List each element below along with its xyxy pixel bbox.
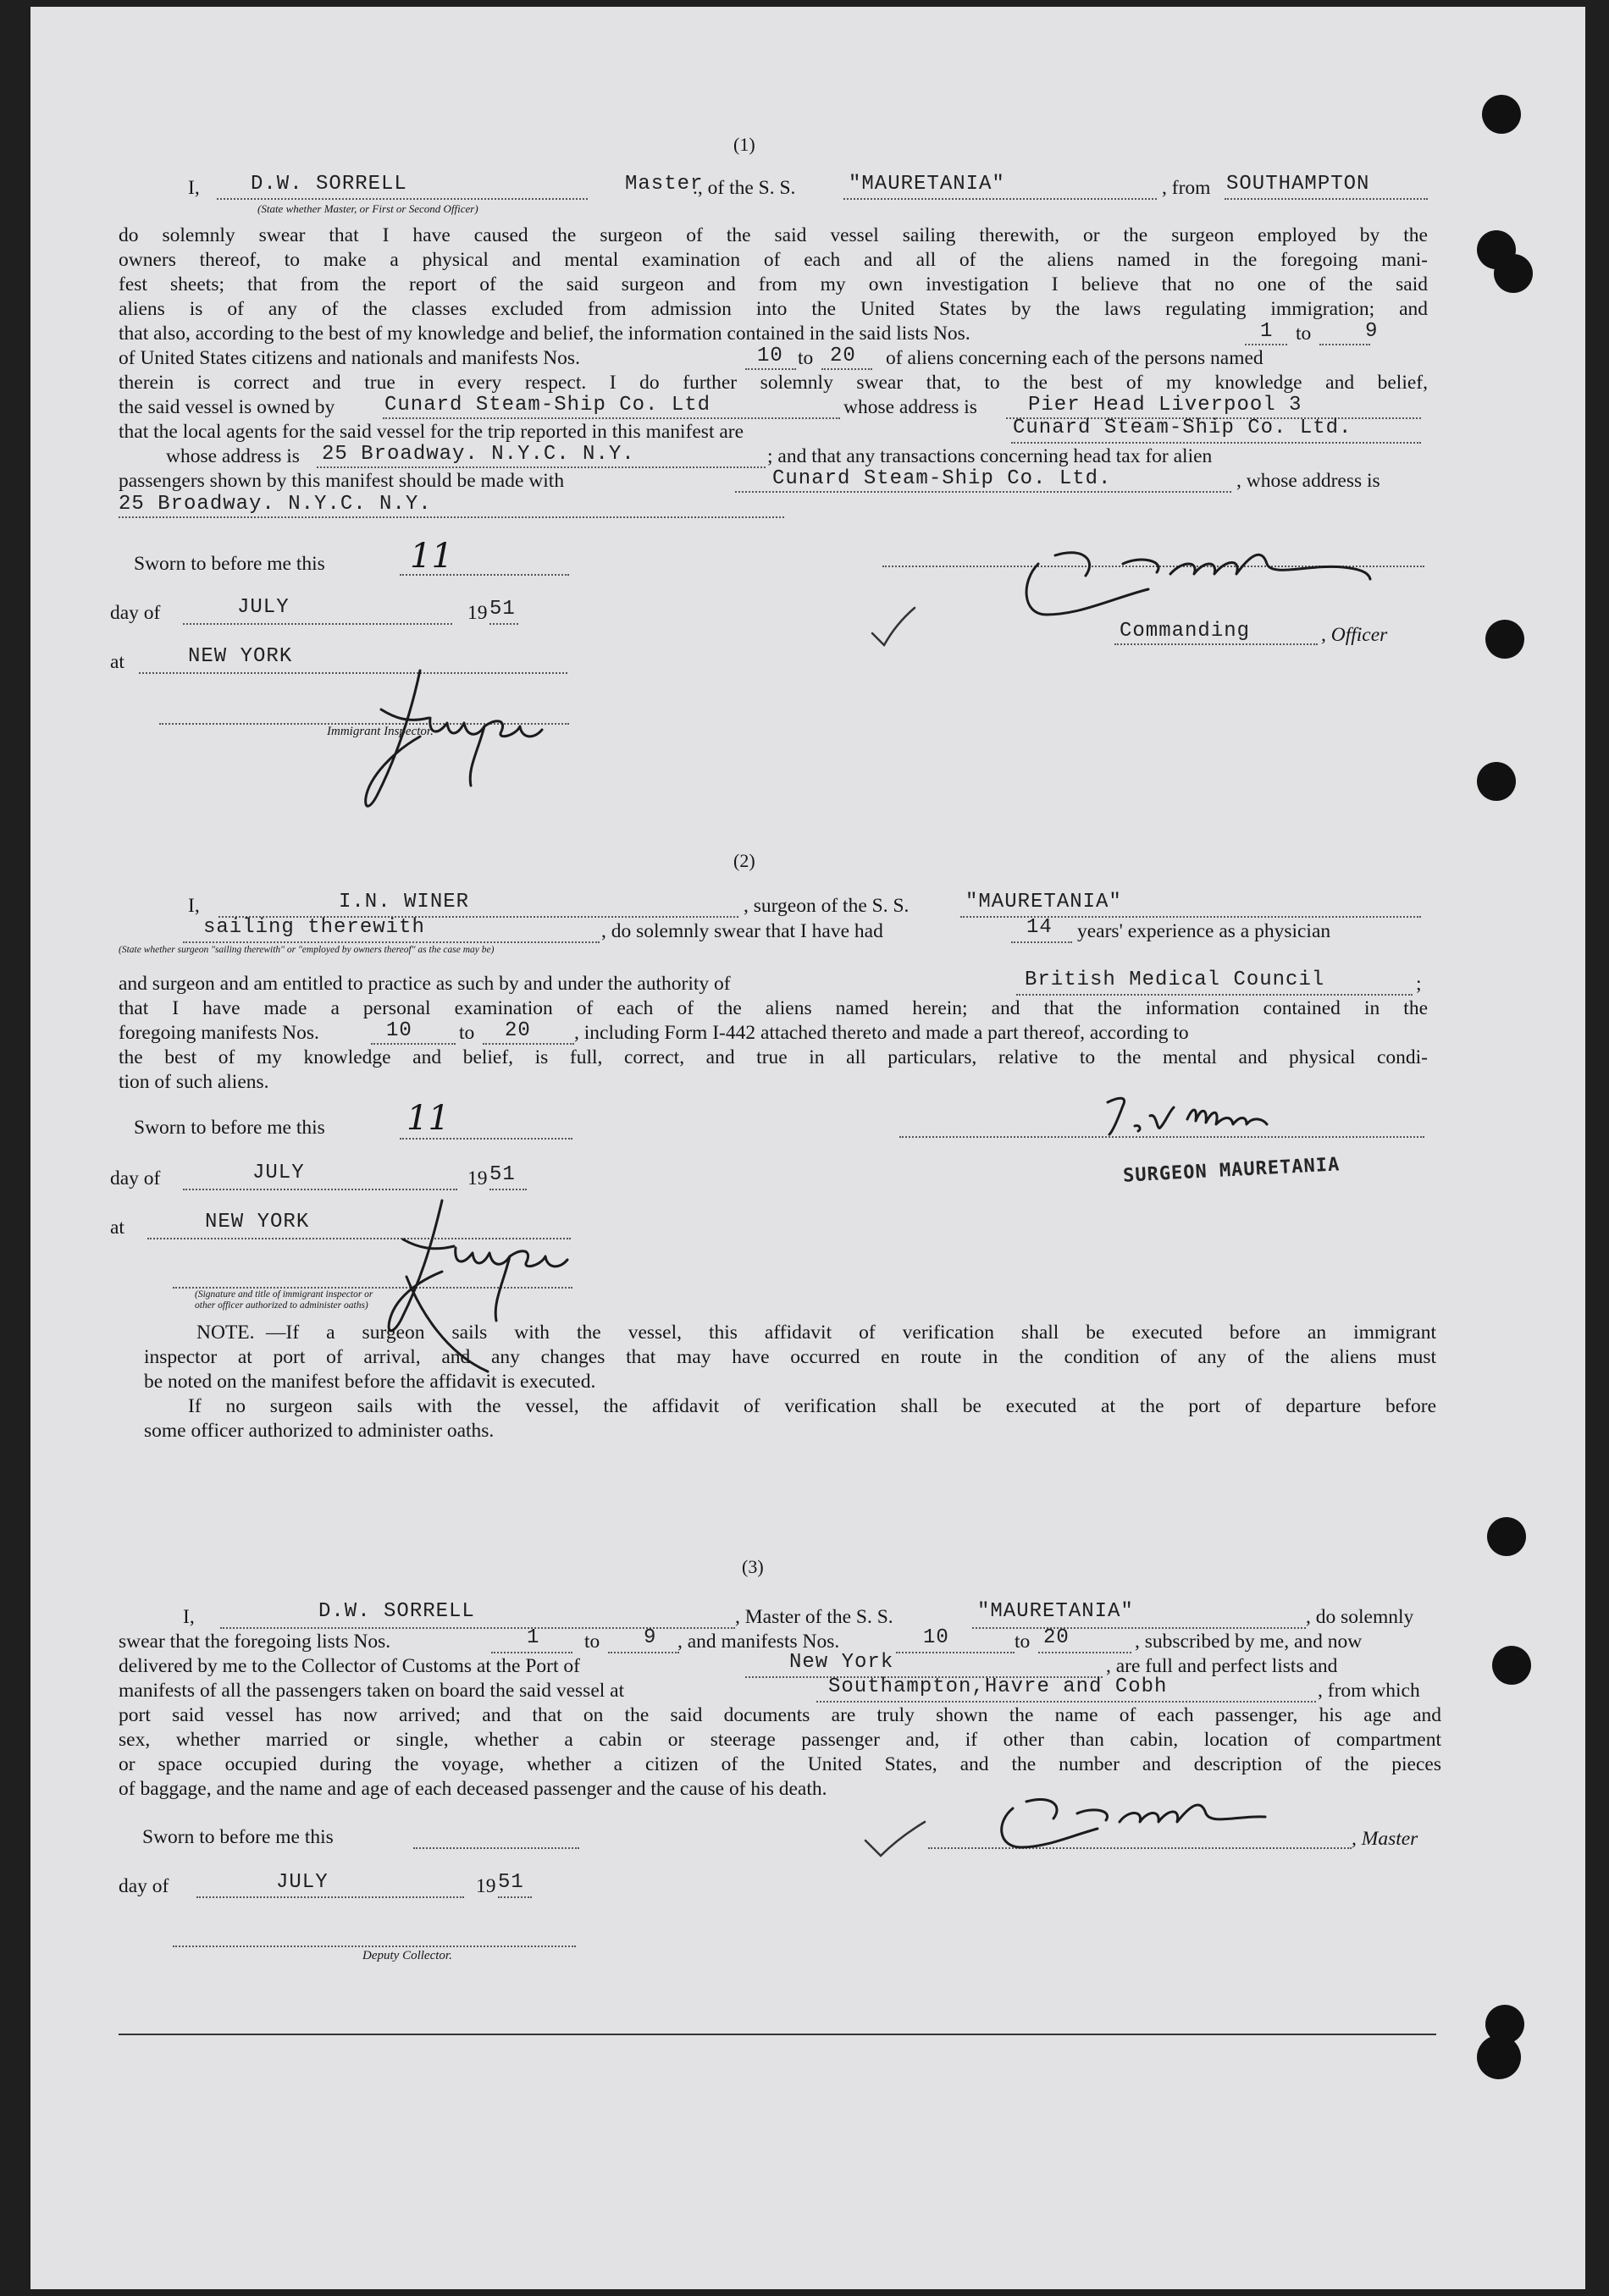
- punch-hole: [1477, 762, 1516, 801]
- affidavit-text: do solemnly swear that I have caused the surgeon of the said vessel sailing therewith, or the surgeon employed by the: [119, 224, 1428, 246]
- punch-hole: [1494, 254, 1533, 293]
- section-3-heading: (3): [742, 1556, 764, 1577]
- ship-name-field: "MAURETANIA": [977, 1600, 1134, 1623]
- affidavit-text: , are full and perfect lists and: [1106, 1655, 1338, 1677]
- punch-hole: [1487, 1517, 1526, 1556]
- affidavit-text: port said vessel has now arrived; and that on the said documents are truly shown the name of each passenger, his age and: [119, 1704, 1441, 1726]
- affidavit-text: , from which: [1318, 1680, 1420, 1702]
- commanding-field: Commanding: [1120, 620, 1251, 643]
- lists-from-field: 1: [1260, 320, 1274, 343]
- at-label: at: [110, 651, 124, 673]
- surgeon-of-label: , surgeon of the S. S.: [744, 895, 910, 917]
- affidavit-text: manifests of all the passengers taken on board the said vessel at: [119, 1680, 625, 1702]
- note-text: be noted on the manifest before the affidavit is executed.: [144, 1371, 596, 1393]
- authority-field: British Medical Council: [1025, 969, 1325, 991]
- inspector-caption: Immigrant Inspector.: [327, 725, 434, 738]
- master-signature: [979, 1788, 1335, 1864]
- affidavit-text: , subscribed by me, and now: [1135, 1631, 1363, 1653]
- note-text: —If a surgeon sails with the vessel, this affidavit of verification shall be executed before an immigrant: [266, 1322, 1436, 1344]
- manifests-to-field: 20: [830, 345, 856, 367]
- at-label: at: [110, 1217, 124, 1239]
- affidavit-text: , whose address is: [1236, 470, 1380, 492]
- of-ship-label: ., of the S. S.: [693, 177, 796, 199]
- signature-caption: other officer authorized to administer oaths): [195, 1300, 368, 1311]
- sworn-label: Sworn to before me this: [134, 1117, 325, 1139]
- bottom-rule: [119, 2034, 1436, 2035]
- affidavit-text: delivered by me to the Collector of Customs at the Port of: [119, 1655, 580, 1677]
- affidavit-text: , do solemnly swear that I have had: [601, 920, 883, 942]
- agents-address-field: 25 Broadway. N.Y.C. N.Y.: [322, 443, 635, 466]
- ship-name-field: "MAURETANIA": [965, 891, 1122, 913]
- affidavit-text: of aliens concerning each of the persons named: [886, 347, 1263, 369]
- affidavit-text: that also, according to the best of my knowledge and belief, the information contained in the said lists Nos.: [119, 323, 970, 345]
- inspector-signature: [293, 659, 581, 820]
- sworn-day-field: 11: [410, 537, 453, 576]
- manifests-to-field: 20: [505, 1019, 531, 1042]
- year-prefix: 19: [476, 1875, 496, 1897]
- year-prefix: 19: [467, 602, 488, 624]
- affidavit-text: that I have made a personal examination of each of the aliens named herein; and that the information contained in the: [119, 997, 1428, 1019]
- master-of-label: , Master of the S. S.: [735, 1606, 893, 1628]
- head-tax-address-field: 25 Broadway. N.Y.C. N.Y.: [119, 493, 432, 516]
- manifests-from-field: 10: [757, 345, 783, 367]
- punch-hole: [1482, 95, 1521, 134]
- officer-rank-field: Master: [625, 173, 704, 196]
- check-mark: [860, 1810, 928, 1861]
- to-word: to: [1015, 1631, 1031, 1653]
- year-prefix: 19: [467, 1167, 488, 1189]
- year-field: 51: [489, 1163, 516, 1186]
- affidavit-text: of United States citizens and nationals and manifests Nos.: [119, 347, 580, 369]
- document-page: [30, 7, 1585, 2289]
- year-field: 51: [489, 598, 516, 621]
- punch-hole: [1477, 2035, 1521, 2079]
- affidavit-text: foregoing manifests Nos.: [119, 1022, 319, 1044]
- day-of-label: day of: [110, 1167, 161, 1189]
- owner-field: Cunard Steam-Ship Co. Ltd: [384, 394, 711, 417]
- punch-hole: [1485, 620, 1524, 659]
- surgeon-signature: [1098, 1082, 1335, 1141]
- surgeon-name-field: I.N. WINER: [339, 891, 470, 913]
- note-text: If no surgeon sails with the vessel, the affidavit of verification shall be executed at the port of departure before: [188, 1395, 1436, 1417]
- surgeon-stamp: SURGEON MAURETANIA: [1122, 1154, 1341, 1187]
- years-experience-field: 14: [1026, 916, 1053, 939]
- to-word: to: [459, 1022, 475, 1044]
- master-signature: [987, 530, 1411, 632]
- affidavit-text: passengers shown by this manifest should be made with: [119, 470, 565, 492]
- affidavit-text: swear that the foregoing lists Nos.: [119, 1631, 391, 1653]
- affidavit-text: owners thereof, to make a physical and mental examination of each and all of the aliens named in the foregoing mani-: [119, 249, 1428, 271]
- month-field: JULY: [276, 1871, 329, 1894]
- day-of-label: day of: [110, 602, 161, 624]
- month-field: JULY: [252, 1162, 305, 1184]
- to-word: to: [584, 1631, 600, 1653]
- master-name-field: D.W. SORRELL: [318, 1600, 475, 1623]
- note-text: some officer authorized to administer oaths.: [144, 1420, 495, 1442]
- lists-to-field: 9: [1365, 320, 1379, 343]
- affidavit-text: the said vessel is owned by: [119, 396, 335, 418]
- affidavit-text: aliens is of any of the classes excluded from admission into the United States by the laws regulating immigration; and: [119, 298, 1428, 320]
- sailing-note: (State whether surgeon "sailing therewith" or "employed by owners thereof" as the case may be): [119, 945, 495, 955]
- check-mark: [867, 599, 918, 650]
- affidavit-text: the best of my knowledge and belief, is full, correct, and true in all particulars, relative to the mental and physical condi-: [119, 1046, 1428, 1068]
- to-word: to: [1296, 323, 1312, 345]
- affidavit-text: therein is correct and true in every respect. I do further solemnly swear that, to the best of my knowledge and belief,: [119, 372, 1428, 394]
- affidavit-text: or space occupied during the voyage, whether a citizen of the United States, and the number and description of the pieces: [119, 1753, 1441, 1775]
- arrival-port-field: New York: [789, 1651, 894, 1674]
- note-text: inspector at port of arrival, and any changes that may have occurred en route in the condition of any of the aliens must: [144, 1346, 1436, 1368]
- signature-caption: (Signature and title of immigrant inspector or: [195, 1289, 373, 1300]
- pre-name: I,: [183, 1606, 195, 1628]
- punch-hole: [1492, 1646, 1531, 1685]
- agents-field: Cunard Steam-Ship Co. Ltd.: [1013, 417, 1352, 439]
- year-field: 51: [498, 1871, 524, 1894]
- affidavit-text: fest sheets; that from the report of the said surgeon and from my own investigation I believe that no one of the said: [119, 273, 1428, 295]
- master-label: , Master: [1352, 1828, 1418, 1850]
- affidavit-text: sex, whether married or single, whether a cabin or steerage passenger and, if other than cabin, location of compartment: [119, 1729, 1441, 1751]
- section-2-heading: (2): [733, 850, 755, 871]
- pre-name: I,: [188, 895, 200, 917]
- affidavit-text: tion of such aliens.: [119, 1071, 269, 1093]
- semicolon: ;: [1416, 973, 1422, 995]
- place-field: NEW YORK: [205, 1211, 310, 1234]
- manifests-to-field: 20: [1043, 1626, 1070, 1649]
- manifests-from-field: 10: [923, 1626, 949, 1649]
- affidavit-text: ; and that any transactions concerning head tax for alien: [767, 445, 1213, 467]
- sailing-status-field: sailing therewith: [203, 916, 425, 939]
- departure-port-field: SOUTHAMPTON: [1226, 173, 1370, 196]
- to-word: to: [798, 347, 814, 369]
- sworn-label: Sworn to before me this: [134, 553, 325, 575]
- lists-from-field: 1: [527, 1626, 540, 1649]
- affidavit-text: years' experience as a physician: [1077, 920, 1331, 942]
- month-field: JULY: [237, 596, 290, 619]
- section-1-heading: (1): [733, 134, 755, 155]
- pre-name: I,: [188, 177, 200, 199]
- affidavit-text: , do solemnly: [1306, 1606, 1414, 1628]
- day-of-label: day of: [119, 1875, 169, 1897]
- from-label: , from: [1162, 177, 1211, 199]
- head-tax-party-field: Cunard Steam-Ship Co. Ltd.: [772, 467, 1112, 490]
- affidavit-text: , including Form I-442 attached thereto and made a part thereof, according to: [574, 1022, 1189, 1044]
- affidavit-text: that the local agents for the said vessel for the trip reported in this manifest are: [119, 421, 744, 443]
- lists-to-field: 9: [644, 1626, 657, 1649]
- affidavit-text: of baggage, and the name and age of each deceased passenger and the cause of his death.: [119, 1778, 827, 1800]
- manifests-from-field: 10: [386, 1019, 412, 1042]
- affidavit-text: whose address is: [166, 445, 300, 467]
- role-note: (State whether Master, or First or Second Officer): [257, 202, 478, 215]
- affidavit-text: whose address is: [843, 396, 977, 418]
- affidavit-text: and surgeon and am entitled to practice as such by and under the authority of: [119, 973, 731, 995]
- ship-name-field: "MAURETANIA": [849, 173, 1005, 196]
- affidavit-text: , and manifests Nos.: [677, 1631, 840, 1653]
- collector-caption: Deputy Collector.: [362, 1949, 452, 1962]
- boarding-ports-field: Southampton,Havre and Cobh: [828, 1675, 1168, 1698]
- officer-label: , Officer: [1321, 624, 1388, 646]
- sworn-day-field: 11: [406, 1099, 450, 1138]
- sworn-label: Sworn to before me this: [142, 1826, 334, 1848]
- note-lead: NOTE.: [196, 1322, 255, 1344]
- master-name-field: D.W. SORRELL: [251, 173, 407, 196]
- place-field: NEW YORK: [188, 645, 293, 668]
- owner-address-field: Pier Head Liverpool 3: [1028, 394, 1302, 417]
